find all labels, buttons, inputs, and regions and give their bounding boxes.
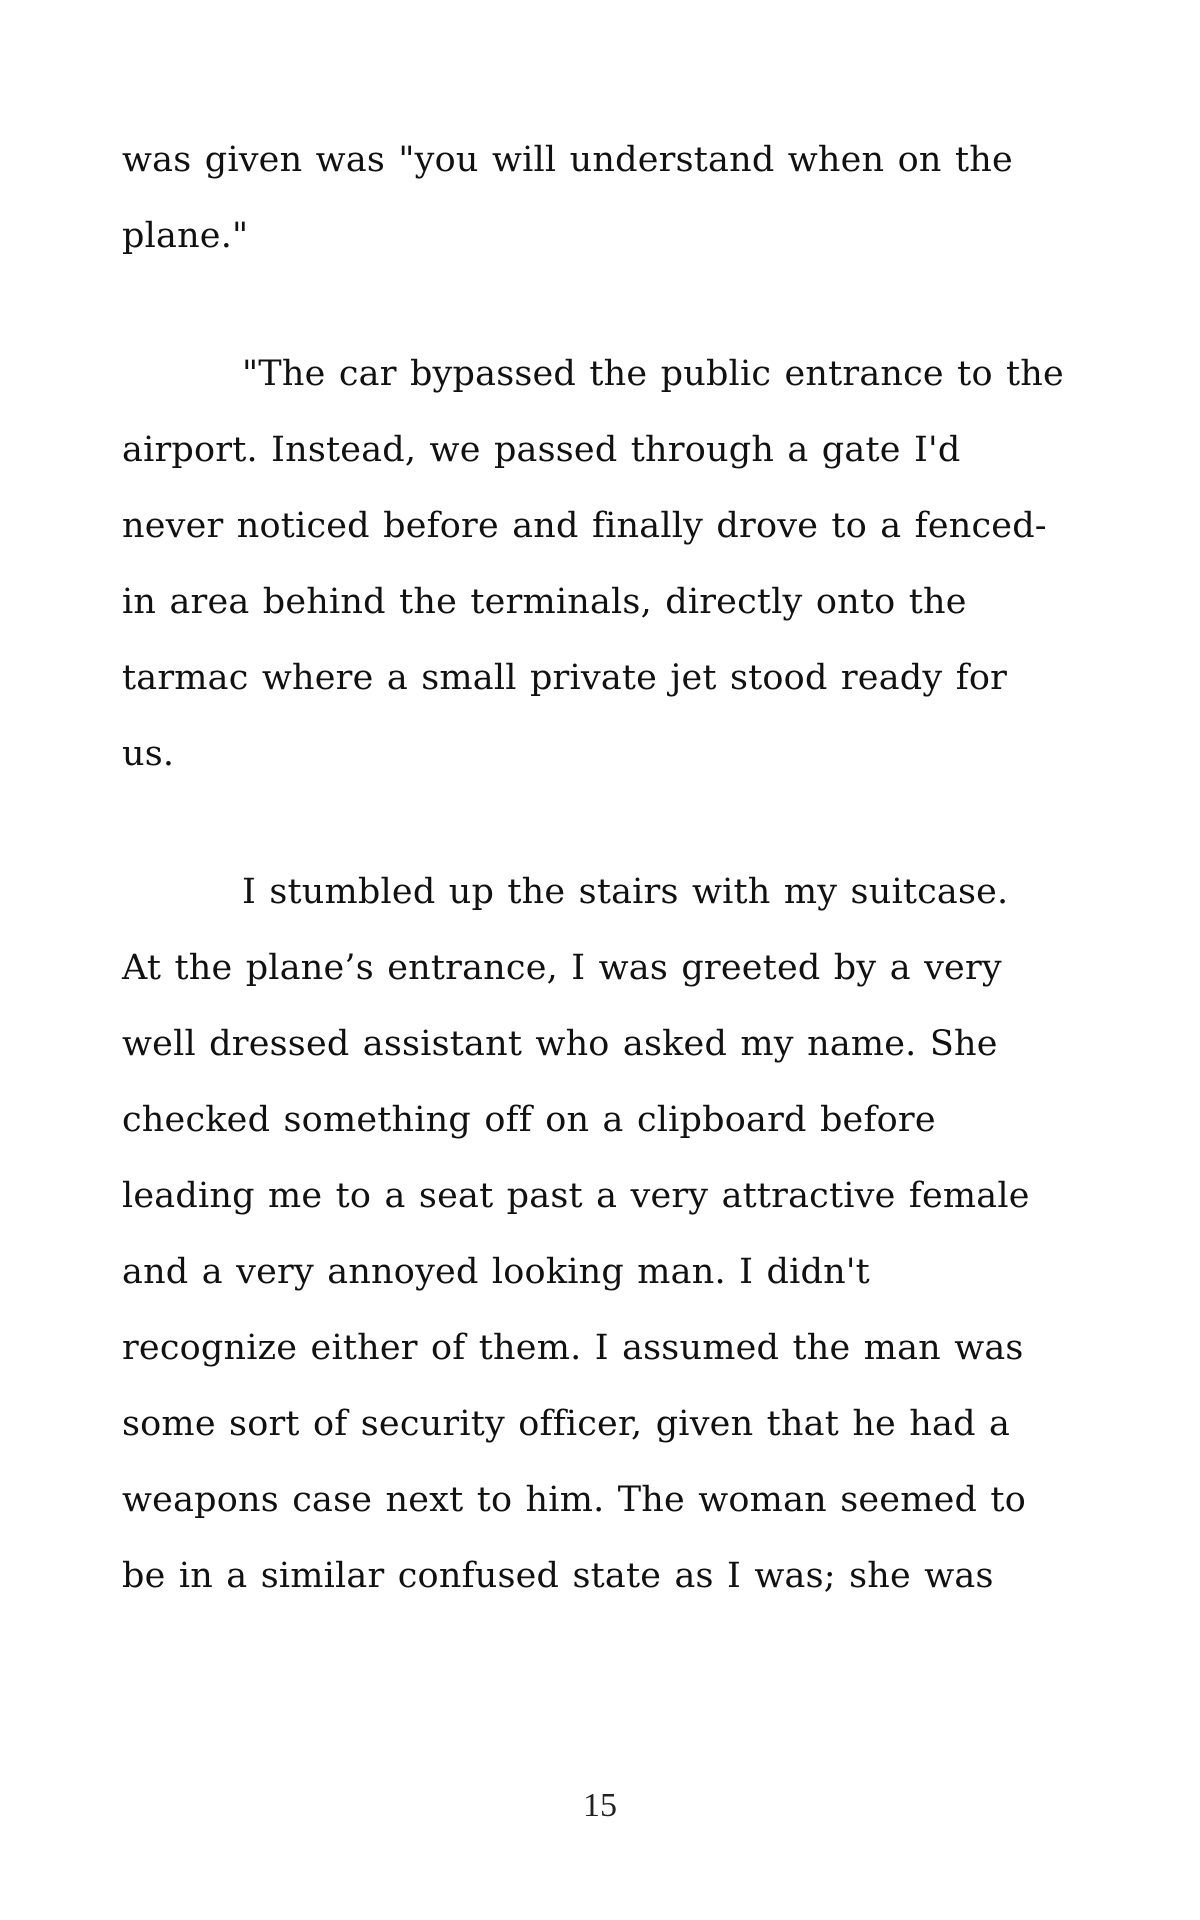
text-line: weapons case next to him. The woman seemed to bbox=[122, 1480, 1026, 1520]
paragraph-2 bbox=[122, 336, 1107, 792]
text-line: us. bbox=[122, 734, 175, 774]
text-line: At the plane’s entrance, I was greeted by a very bbox=[122, 948, 1002, 988]
text-line-indented: "The car bypassed the public entrance to the bbox=[242, 354, 1064, 394]
text-line: well dressed assistant who asked my name. She bbox=[122, 1024, 998, 1064]
text-line: airport. Instead, we passed through a gate I'd bbox=[122, 430, 961, 470]
page-number: 15 bbox=[583, 1787, 617, 1824]
text-line: be in a similar confused state as I was; she was bbox=[122, 1556, 994, 1596]
paragraph-spacer bbox=[122, 792, 1107, 854]
text-line-indented: I stumbled up the stairs with my suitcase. bbox=[242, 872, 1009, 912]
text-line: never noticed before and finally drove to a fenced- bbox=[122, 506, 1047, 546]
body-text bbox=[122, 122, 1107, 1614]
text-line: leading me to a seat past a very attractive female bbox=[122, 1176, 1030, 1216]
text-line: in area behind the terminals, directly onto the bbox=[122, 582, 967, 622]
text-line: recognize either of them. I assumed the man was bbox=[122, 1328, 1024, 1368]
text-line: tarmac where a small private jet stood ready for bbox=[122, 658, 1008, 698]
text-line: and a very annoyed looking man. I didn't bbox=[122, 1252, 870, 1292]
paragraph-3 bbox=[122, 854, 1107, 1614]
paragraph-spacer bbox=[122, 274, 1107, 336]
text-line: plane." bbox=[122, 216, 249, 256]
text-line: some sort of security officer, given that he had a bbox=[122, 1404, 1011, 1444]
text-line: checked something off on a clipboard before bbox=[122, 1100, 936, 1140]
text-line: was given was "you will understand when on the bbox=[122, 140, 1013, 180]
paragraph-1 bbox=[122, 122, 1107, 274]
